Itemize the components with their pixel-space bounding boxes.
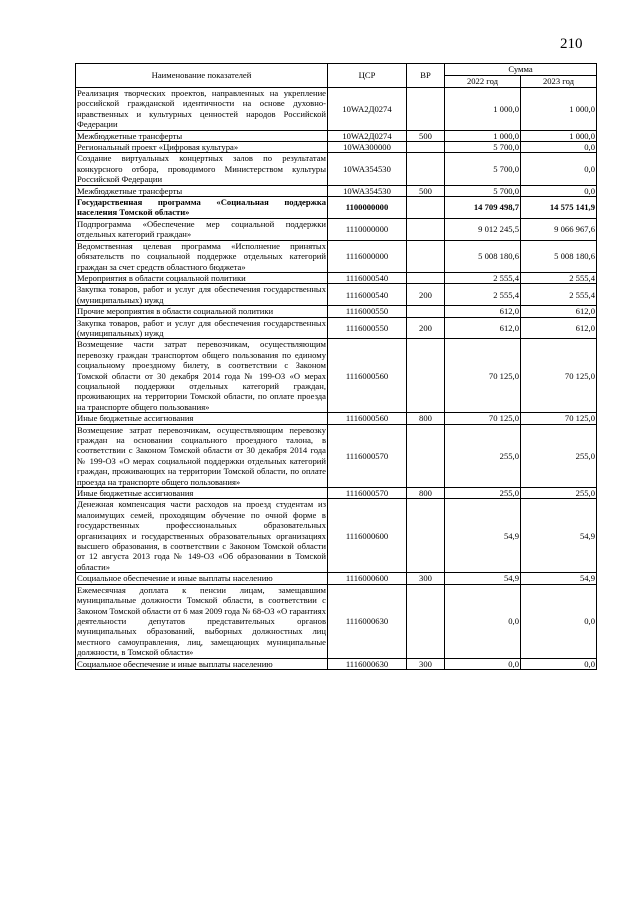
row-amount-2022: 9 012 245,5 (445, 218, 521, 240)
row-amount-2022: 54,9 (445, 573, 521, 584)
row-vr-code: 800 (407, 488, 445, 499)
row-name: Закупка товаров, работ и услуг для обеспечения государственных (муниципальных) нужд (77, 317, 326, 338)
header-year-2023: 2023 год (521, 76, 597, 88)
table-row (76, 658, 597, 669)
row-vr-code (407, 584, 445, 658)
row-amount-2022: 1 000,0 (445, 88, 521, 131)
row-vr-code (407, 499, 445, 573)
row-amount-2022: 0,0 (445, 584, 521, 658)
row-name: Закупка товаров, работ и услуг для обеспечения государственных (муниципальных) нужд (77, 284, 326, 305)
row-name: Государственная программа «Социальная поддержка населения Томской области» (77, 197, 326, 218)
row-amount-2023: 5 008 180,6 (521, 240, 597, 272)
budget-table (75, 63, 597, 670)
row-amount-2022: 5 700,0 (445, 185, 521, 196)
row-amount-2023: 0,0 (521, 584, 597, 658)
row-csr-code: 1116000630 (328, 658, 407, 669)
row-name: Денежная компенсация части расходов на проезд студентам из малоимущих семей, проходящим обучение по очной форме в государственных профессиональных образовательных организациях и государственных образовательных организациях высшего образования, в соответствии с Законом Томской области от 12 августа 2013 года № 149-ОЗ «Об образовании в Томской области» (77, 499, 326, 572)
page-number: 210 (560, 36, 583, 52)
row-vr-code (407, 272, 445, 283)
row-csr-code: 1116000600 (328, 573, 407, 584)
row-csr-code: 1116000560 (328, 339, 407, 413)
row-csr-code: 1116000550 (328, 306, 407, 317)
row-name: Межбюджетные трансферты (76, 185, 328, 196)
row-csr-code: 1110000000 (328, 218, 407, 240)
table-row (76, 573, 597, 584)
row-amount-2022: 1 000,0 (445, 130, 521, 141)
row-csr-code: 1116000570 (328, 424, 407, 487)
row-amount-2023: 14 575 141,9 (521, 197, 597, 219)
row-name: Иные бюджетные ассигнования (76, 413, 328, 424)
table-row (76, 424, 597, 487)
row-vr-code (407, 197, 445, 219)
row-amount-2022: 2 555,4 (445, 272, 521, 283)
row-csr-code: 1116000560 (328, 413, 407, 424)
row-vr-code (407, 142, 445, 153)
row-name: Мероприятия в области социальной политики (76, 272, 328, 283)
row-amount-2023: 2 555,4 (521, 272, 597, 283)
row-csr-code: 10WA2Д0274 (328, 88, 407, 131)
row-vr-code: 500 (407, 185, 445, 196)
header-vr: ВР (407, 64, 445, 88)
row-vr-code: 800 (407, 413, 445, 424)
row-amount-2023: 0,0 (521, 658, 597, 669)
header-sum: Сумма (445, 64, 597, 76)
row-amount-2023: 2 555,4 (521, 284, 597, 306)
row-name: Иные бюджетные ассигнования (76, 488, 328, 499)
row-vr-code: 500 (407, 130, 445, 141)
row-amount-2023: 0,0 (521, 185, 597, 196)
row-amount-2023: 0,0 (521, 142, 597, 153)
row-name: Региональный проект «Цифровая культура» (76, 142, 328, 153)
table-row (76, 306, 597, 317)
row-amount-2023: 54,9 (521, 499, 597, 573)
row-vr-code (407, 218, 445, 240)
row-csr-code: 1116000000 (328, 240, 407, 272)
table-row (76, 240, 597, 272)
row-vr-code (407, 339, 445, 413)
row-csr-code: 1116000540 (328, 284, 407, 306)
table-row (76, 272, 597, 283)
table-row (76, 413, 597, 424)
row-amount-2023: 54,9 (521, 573, 597, 584)
row-amount-2022: 0,0 (445, 658, 521, 669)
header-csr: ЦСР (328, 64, 407, 88)
row-vr-code: 200 (407, 284, 445, 306)
row-name: Социальное обеспечение и иные выплаты населению (76, 573, 328, 584)
row-amount-2022: 14 709 498,7 (445, 197, 521, 219)
row-name: Создание виртуальных концертных залов по результатам конкурсного отбора, проводимого Министерством культуры Российской Федерации (77, 153, 326, 185)
row-amount-2023: 612,0 (521, 306, 597, 317)
row-name: Возмещение затрат перевозчикам, осуществляющим перевозку граждан на основании социального проездного талона, в соответствии с Законом Томской области от 30 декабря 2014 года № 199-ОЗ «О мерах социальной поддержки отдельных категорий граждан, проживающих на территории Томской области, по оплате проезда на транспорте общего пользования» (77, 424, 326, 487)
table-row (76, 218, 597, 240)
table-row (76, 142, 597, 153)
row-amount-2022: 2 555,4 (445, 284, 521, 306)
row-csr-code: 1116000570 (328, 488, 407, 499)
row-amount-2022: 5 700,0 (445, 142, 521, 153)
row-csr-code: 1116000600 (328, 499, 407, 573)
row-name: Ежемесячная доплата к пенсии лицам, замещавшим муниципальные должности Томской области, в соответствии с Законом Томской области от 6 мая 2009 года № 68-ОЗ «О гарантиях деятельности депутатов представительных органов муниципальных образований, выборных должностных лиц местного самоуправления, лиц, замещающих муниципальные должности, в Томской области» (77, 584, 326, 658)
row-csr-code: 10WA354530 (328, 153, 407, 185)
row-amount-2022: 5 700,0 (445, 153, 521, 185)
row-name: Возмещение части затрат перевозчикам, осуществляющим перевозку граждан транспортом общего пользования по единому социальному проездному билету, в соответствии с Законом Томской области от 30 декабря 2014 года № 199-ОЗ «О мерах социальной поддержки отдельных категорий граждан, проживающих на территории Томской области, по оплате проезда на транспорте общего пользования» (77, 339, 326, 412)
table-row (76, 153, 597, 185)
table-row (76, 584, 597, 658)
row-vr-code: 300 (407, 658, 445, 669)
row-amount-2022: 54,9 (445, 499, 521, 573)
row-vr-code (407, 240, 445, 272)
row-vr-code: 300 (407, 573, 445, 584)
row-vr-code (407, 306, 445, 317)
table-row (76, 88, 597, 131)
header-name: Наименование показателей (76, 64, 328, 88)
table-row (76, 197, 597, 219)
row-name: Межбюджетные трансферты (76, 130, 328, 141)
row-name: Ведомственная целевая программа «Исполнение принятых обязательств по социальной поддержке отдельных категорий граждан за счет средств областного бюджета» (77, 240, 326, 272)
row-amount-2023: 1 000,0 (521, 88, 597, 131)
table-row (76, 185, 597, 196)
table-header (76, 64, 597, 88)
row-vr-code: 200 (407, 317, 445, 339)
row-csr-code: 1100000000 (328, 197, 407, 219)
row-amount-2022: 612,0 (445, 306, 521, 317)
row-amount-2022: 70 125,0 (445, 339, 521, 413)
row-name: Прочие мероприятия в области социальной политики (76, 306, 328, 317)
row-amount-2023: 612,0 (521, 317, 597, 339)
table-row (76, 130, 597, 141)
row-amount-2022: 612,0 (445, 317, 521, 339)
table-row (76, 317, 597, 339)
row-csr-code: 10WA300000 (328, 142, 407, 153)
row-amount-2023: 0,0 (521, 153, 597, 185)
row-csr-code: 1116000550 (328, 317, 407, 339)
row-vr-code (407, 424, 445, 487)
row-amount-2023: 70 125,0 (521, 413, 597, 424)
row-amount-2023: 70 125,0 (521, 339, 597, 413)
row-csr-code: 1116000630 (328, 584, 407, 658)
header-year-2022: 2022 год (445, 76, 521, 88)
row-csr-code: 10WA354530 (328, 185, 407, 196)
table-row (76, 499, 597, 573)
row-vr-code (407, 153, 445, 185)
row-name: Реализация творческих проектов, направленных на укрепление российской гражданской идентичности на основе духовно-нравственных и культурных ценностей народов Российской Федерации (77, 88, 326, 130)
row-amount-2022: 5 008 180,6 (445, 240, 521, 272)
row-name: Социальное обеспечение и иные выплаты населению (76, 658, 328, 669)
row-amount-2023: 255,0 (521, 424, 597, 487)
row-amount-2022: 70 125,0 (445, 413, 521, 424)
table-row (76, 284, 597, 306)
row-name: Подпрограмма «Обеспечение мер социальной поддержки отдельных категорий граждан» (77, 218, 326, 240)
table-row (76, 488, 597, 499)
row-csr-code: 1116000540 (328, 272, 407, 283)
row-amount-2023: 1 000,0 (521, 130, 597, 141)
row-amount-2022: 255,0 (445, 488, 521, 499)
table-row (76, 339, 597, 413)
row-amount-2023: 255,0 (521, 488, 597, 499)
row-csr-code: 10WA2Д0274 (328, 130, 407, 141)
row-vr-code (407, 88, 445, 131)
row-amount-2023: 9 066 967,6 (521, 218, 597, 240)
table-body (76, 88, 597, 670)
row-amount-2022: 255,0 (445, 424, 521, 487)
